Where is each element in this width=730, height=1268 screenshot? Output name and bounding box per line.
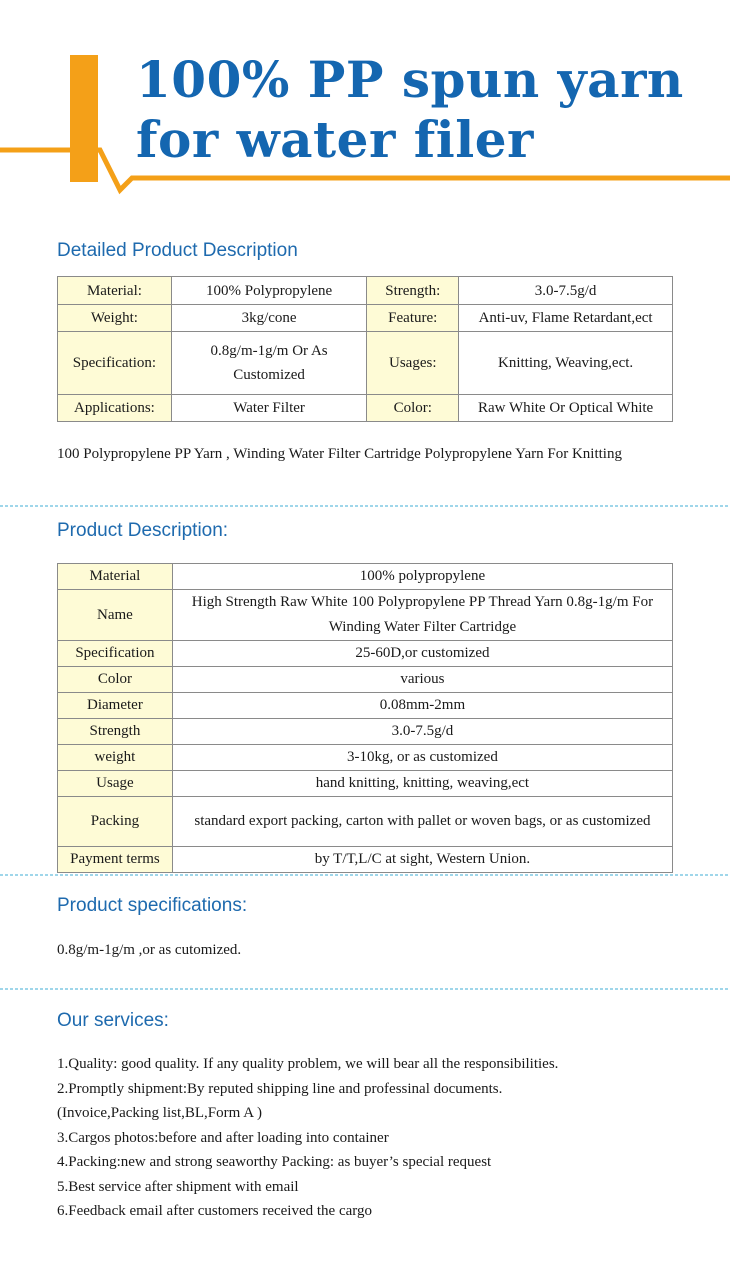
table-row [58,641,673,667]
table-row [58,277,673,305]
list-item: 6.Feedback email after customers received the cargo [57,1203,372,1219]
table-row [58,667,673,693]
spec-label: Feature: [367,305,459,332]
list-item: (Invoice,Packing list,BL,Form A ) [57,1105,262,1121]
spec-value: standard export packing, carton with pallet or woven bags, or as customized [172,797,672,847]
spec-value: Anti-uv, Flame Retardant,ect [459,305,673,332]
spec-value: various [172,667,672,693]
product-specifications-heading: Product specifications: [57,895,248,916]
spec-value: 3kg/cone [171,305,366,332]
accent-bar [70,55,98,182]
spec-label: Strength [58,719,173,745]
table-row [58,847,673,873]
spec-label: Packing [58,797,173,847]
spec-value: 100% polypropylene [172,564,672,590]
spec-label: Strength: [367,277,459,305]
list-item: 1.Quality: good quality. If any quality problem, we will bear all the responsibilities. [57,1056,559,1072]
list-item: 2.Promptly shipment:By reputed shipping line and professinal documents. [57,1080,503,1097]
spec-label: Usages: [367,332,459,395]
spec-label: Name [58,590,173,641]
spec-label: Specification: [58,332,172,395]
spec-label: Payment terms [58,847,173,873]
services-list [57,1052,558,1224]
spec-value: Raw White Or Optical White [459,395,673,422]
table-row [58,590,673,641]
table-row [58,719,673,745]
table-row [58,564,673,590]
list-item: 5.Best service after shipment with email [57,1178,299,1195]
spec-label: Usage [58,771,173,797]
spec-label: Material [58,564,173,590]
spec-label: weight [58,745,173,771]
spec-label: Material: [58,277,172,305]
spec-label: Weight: [58,305,172,332]
spec-value: 0.8g/m-1g/m Or As Customized [171,332,366,395]
title-line-2: for water filer [136,110,534,169]
spec-value: Knitting, Weaving,ect. [459,332,673,395]
spec-label: Diameter [58,693,173,719]
title-line-1: 100% PP spun yarn [136,50,684,109]
spec-value: 3-10kg, or as customized [172,745,672,771]
section-divider [0,986,730,992]
header-banner [0,0,730,200]
table-row [58,332,673,395]
table-row [58,745,673,771]
spec-value: hand knitting, knitting, weaving,ect [172,771,672,797]
product-summary: 100 Polypropylene PP Yarn , Winding Water Filter Cartridge Polypropylene Yarn For Knitting [57,446,622,462]
spec-value: by T/T,L/C at sight, Western Union. [172,847,672,873]
spec-label: Color: [367,395,459,422]
services-heading: Our services: [57,1010,169,1031]
detailed-description-heading: Detailed Product Description [57,240,298,261]
spec-label: Applications: [58,395,172,422]
spec-value: 0.08mm-2mm [172,693,672,719]
spec-label: Specification [58,641,173,667]
spec-value: 100% Polypropylene [171,277,366,305]
spec-label: Color [58,667,173,693]
list-item: 4.Packing:new and strong seaworthy Packing: as buyer’s special request [57,1154,492,1170]
specifications-text: 0.8g/m-1g/m ,or as cutomized. [57,942,242,958]
table-row [58,305,673,332]
spec-value: 3.0-7.5g/d [172,719,672,745]
page-title [136,50,726,170]
product-description-heading: Product Description: [57,520,229,541]
section-divider [0,872,730,878]
table-row [58,771,673,797]
spec-value: High Strength Raw White 100 Polypropylene PP Thread Yarn 0.8g-1g/m For Winding Water Filter Cartridge [172,590,672,641]
list-item: 3.Cargos photos:before and after loading into container [57,1129,389,1146]
spec-value: 3.0-7.5g/d [459,277,673,305]
table-row [58,693,673,719]
spec-value: 25-60D,or customized [172,641,672,667]
table-row [58,797,673,847]
product-description-table [57,563,673,873]
detailed-description-table [57,276,673,422]
section-divider [0,503,730,509]
spec-value: Water Filter [171,395,366,422]
table-row [58,395,673,422]
